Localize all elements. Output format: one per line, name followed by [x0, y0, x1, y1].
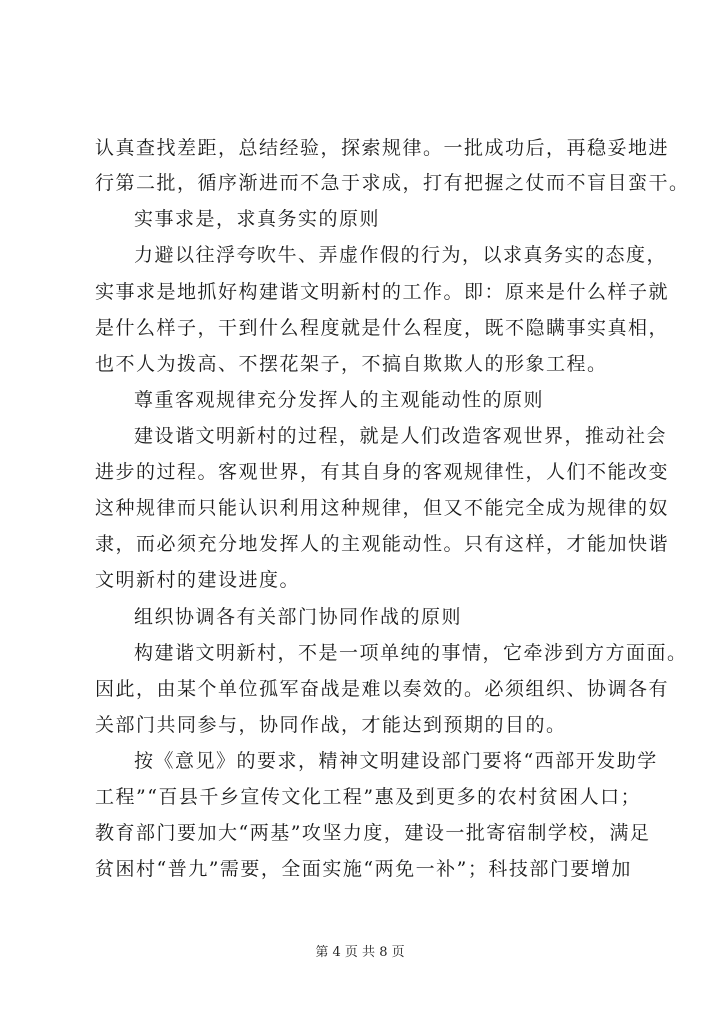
text-line: 力避以往浮夸吹牛、弄虚作假的行为，以求真务实的态度， — [134, 244, 668, 266]
text-line: 进步的过程。客观世界，有其自身的客观规律性，人们不能改变 — [95, 461, 670, 483]
text-line: 实事求是地抓好构建谐文明新村的工作。即：原来是什么样子就 — [95, 281, 670, 303]
section-heading: 组织协调各有关部门协同作战的原则 — [134, 606, 463, 628]
text-line: 文明新村的建设进度。 — [95, 569, 301, 591]
section-heading: 尊重客观规律充分发挥人的主观能动性的原则 — [134, 389, 545, 411]
section-heading: 实事求是，求真务实的原则 — [134, 208, 381, 230]
text-line: 建设谐文明新村的过程，就是人们改造客观世界，推动社会 — [134, 425, 668, 447]
text-line: 关部门共同参与，协同作战，才能达到预期的目的。 — [95, 714, 567, 736]
text-line: 因此，由某个单位孤军奋战是难以奏效的。必须组织、协调各有 — [95, 678, 670, 700]
page-number: 第 4 页 共 8 页 — [315, 945, 405, 960]
text-line: 教育部门要加大“两基”攻坚力度，建设一批寄宿制学校，满足 — [95, 822, 651, 844]
text-line: 按《意见》的要求，精神文明建设部门要将“西部开发助学 — [134, 750, 658, 772]
text-line: 隶，而必须充分地发挥人的主观能动性。只有这样，才能加快谐 — [95, 533, 670, 555]
text-line: 认真查找差距，总结经验，探索规律。一批成功后，再稳妥地进 — [95, 137, 670, 159]
text-line: 行第二批，循序渐进而不急于求成，打有把握之仗而不盲目蛮干。 — [95, 172, 690, 194]
text-line: 贫困村“普九”需要，全面实施“两免一补”；科技部门要增加 — [95, 858, 632, 880]
text-line: 工程”“百县千乡宣传文化工程”惠及到更多的农村贫困人口； — [95, 786, 642, 808]
text-line: 也不人为拨高、不摆花架子，不搞自欺欺人的形象工程。 — [95, 353, 608, 375]
text-line: 构建谐文明新村，不是一项单纯的事情，它牵涉到方方面面。 — [134, 642, 688, 664]
text-line: 是什么样子，干到什么程度就是什么程度，既不隐瞒事实真相， — [95, 317, 670, 339]
text-line: 这种规律而只能认识利用这种规律，但又不能完全成为规律的奴 — [95, 497, 670, 519]
